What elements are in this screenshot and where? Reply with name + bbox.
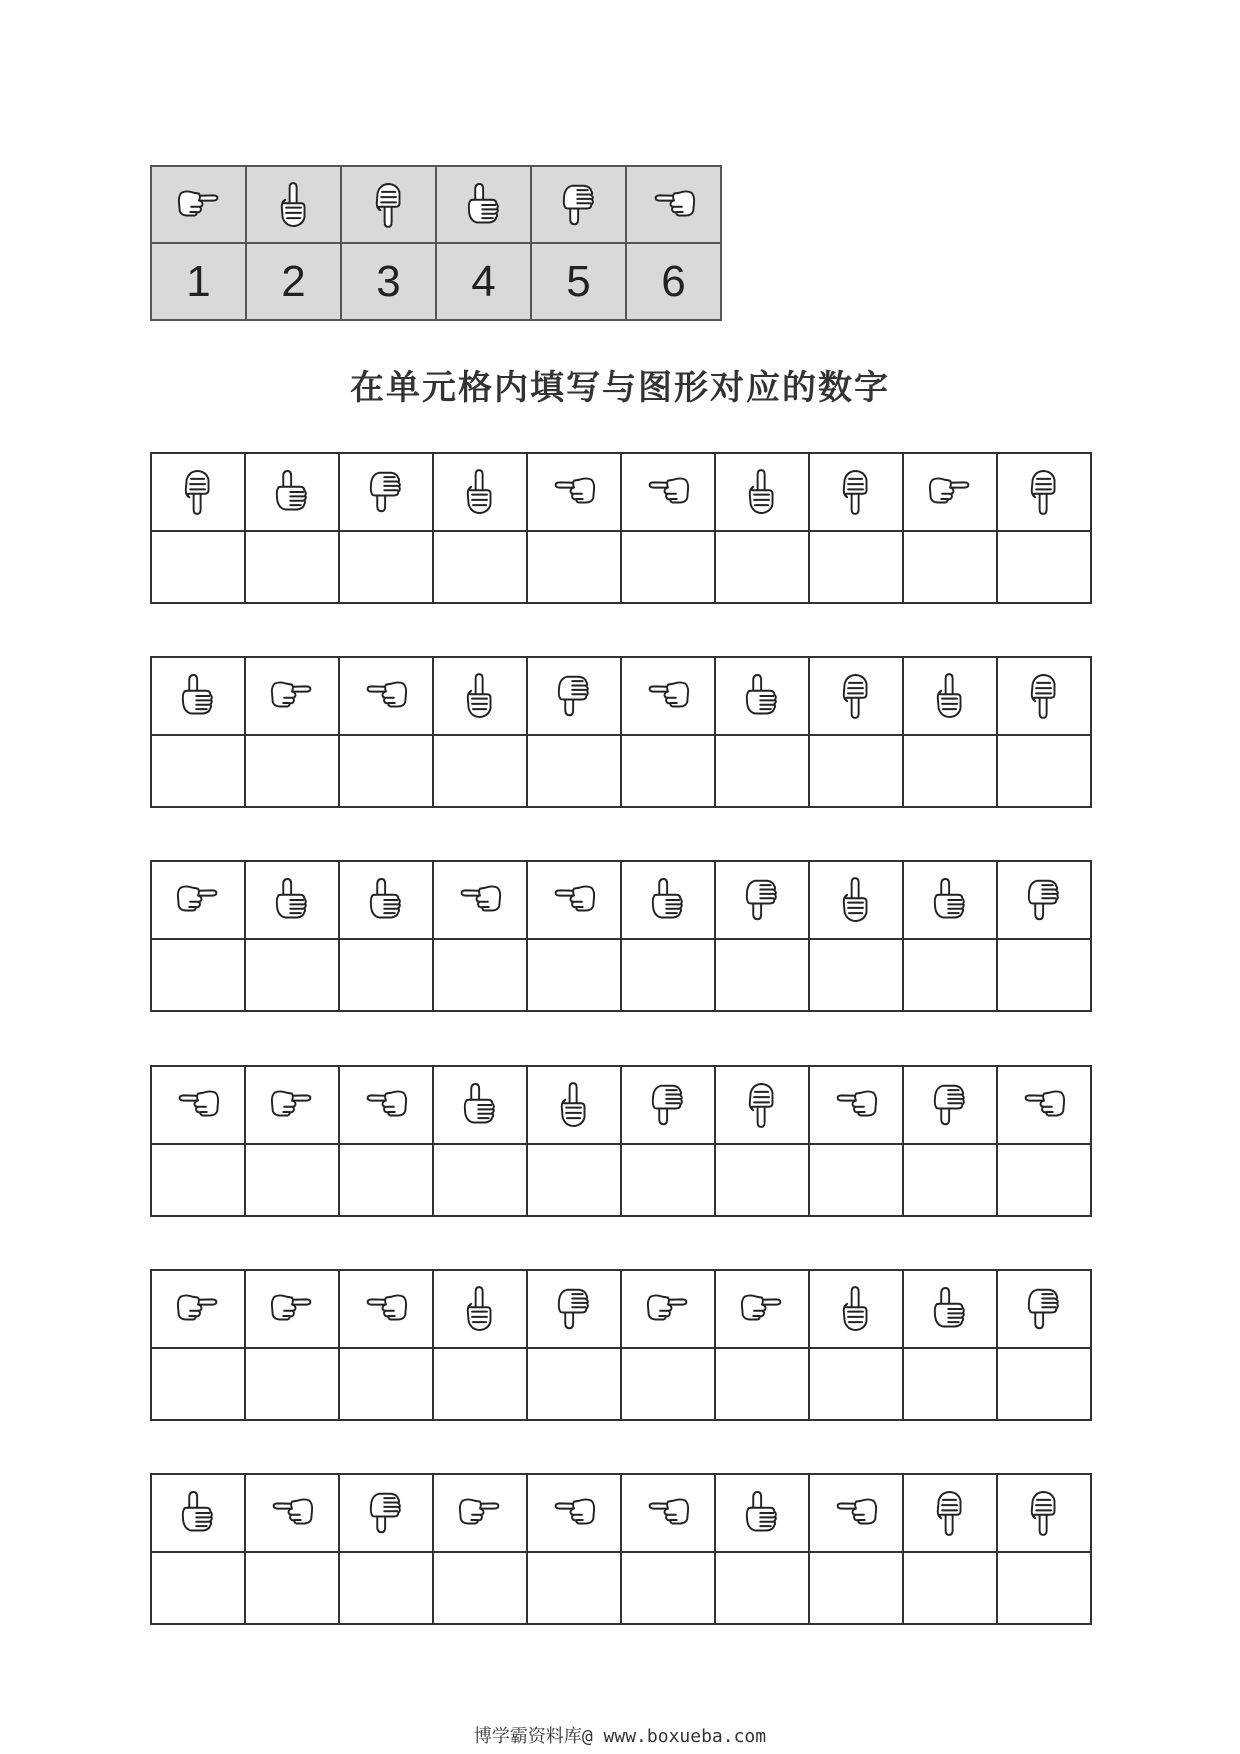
answer-cell[interactable] <box>621 735 715 807</box>
point-down-hand-icon <box>922 1485 978 1541</box>
symbol-cell <box>997 1066 1091 1144</box>
answer-cell[interactable] <box>903 1348 997 1420</box>
symbol-cell <box>527 1270 621 1348</box>
key-number: 4 <box>436 243 531 320</box>
point-left-hand-icon <box>546 872 602 928</box>
thumbs-down-hand-icon <box>1016 872 1072 928</box>
point-right-hand-icon <box>170 1281 226 1337</box>
point-down-hand-icon <box>734 1077 790 1133</box>
point-up-hand-icon <box>828 872 884 928</box>
point-down-hand-icon <box>1016 668 1072 724</box>
answer-cell[interactable] <box>809 531 903 603</box>
answer-cell[interactable] <box>339 531 433 603</box>
symbol-cell <box>339 1270 433 1348</box>
symbol-cell <box>339 453 433 531</box>
answer-cell[interactable] <box>433 939 527 1011</box>
thumbs-down-hand-icon <box>551 177 607 233</box>
symbol-cell <box>527 1066 621 1144</box>
symbol-cell <box>715 1474 809 1552</box>
key-symbol-cell <box>626 166 721 243</box>
point-down-hand-icon <box>1016 464 1072 520</box>
symbol-cell <box>527 1474 621 1552</box>
point-down-hand-icon <box>361 177 417 233</box>
point-right-hand-icon <box>640 1281 696 1337</box>
answer-cell[interactable] <box>809 735 903 807</box>
answer-cell[interactable] <box>997 939 1091 1011</box>
answer-cell[interactable] <box>339 735 433 807</box>
answer-row <box>151 1552 1091 1624</box>
point-up-hand-icon <box>452 668 508 724</box>
symbol-cell <box>245 657 339 735</box>
symbol-cell <box>621 657 715 735</box>
answer-cell[interactable] <box>809 1552 903 1624</box>
thumbs-up-hand-icon <box>456 177 512 233</box>
point-right-hand-icon <box>264 1077 320 1133</box>
symbol-cell <box>245 1474 339 1552</box>
point-up-hand-icon <box>734 464 790 520</box>
answer-cell[interactable] <box>151 531 245 603</box>
point-left-hand-icon <box>358 668 414 724</box>
answer-cell[interactable] <box>433 735 527 807</box>
answer-row <box>151 735 1091 807</box>
exercise-table <box>150 1065 1092 1217</box>
point-left-hand-icon <box>358 1077 414 1133</box>
symbol-cell <box>339 861 433 939</box>
point-left-hand-icon <box>546 464 602 520</box>
answer-cell[interactable] <box>151 1144 245 1216</box>
answer-cell[interactable] <box>903 735 997 807</box>
symbol-cell <box>997 453 1091 531</box>
answer-cell[interactable] <box>245 1348 339 1420</box>
point-down-hand-icon <box>1016 1485 1072 1541</box>
answer-cell[interactable] <box>621 1348 715 1420</box>
answer-cell[interactable] <box>903 939 997 1011</box>
symbol-cell <box>903 1474 997 1552</box>
point-up-hand-icon <box>828 1281 884 1337</box>
exercise-table <box>150 860 1092 1012</box>
thumbs-down-hand-icon <box>640 1077 696 1133</box>
answer-cell[interactable] <box>903 531 997 603</box>
answer-cell[interactable] <box>621 1144 715 1216</box>
point-up-hand-icon <box>922 668 978 724</box>
symbol-cell <box>433 1270 527 1348</box>
thumbs-up-hand-icon <box>264 464 320 520</box>
symbol-cell <box>903 861 997 939</box>
point-down-hand-icon <box>828 464 884 520</box>
key-symbol-cell <box>246 166 341 243</box>
key-number: 6 <box>626 243 721 320</box>
symbol-cell <box>809 453 903 531</box>
answer-cell[interactable] <box>715 1552 809 1624</box>
symbol-cell <box>903 657 997 735</box>
answer-cell[interactable] <box>245 1144 339 1216</box>
answer-cell[interactable] <box>997 1144 1091 1216</box>
answer-cell[interactable] <box>621 531 715 603</box>
key-symbol-cell <box>151 166 246 243</box>
exercise-table <box>150 1269 1092 1421</box>
answer-cell[interactable] <box>809 1144 903 1216</box>
symbol-cell <box>151 453 245 531</box>
symbol-cell <box>809 1474 903 1552</box>
answer-cell[interactable] <box>151 1552 245 1624</box>
point-right-hand-icon <box>264 668 320 724</box>
footer-watermark: 博学霸资料库@ www.boxueba.com <box>473 1726 767 1747</box>
answer-cell[interactable] <box>809 939 903 1011</box>
key-symbol-cell <box>436 166 531 243</box>
symbol-cell <box>621 1270 715 1348</box>
thumbs-up-hand-icon <box>170 1485 226 1541</box>
point-up-hand-icon <box>546 1077 602 1133</box>
answer-key-table <box>150 165 722 321</box>
symbol-row <box>151 1474 1091 1552</box>
symbol-cell <box>339 1474 433 1552</box>
thumbs-down-hand-icon <box>734 872 790 928</box>
answer-cell[interactable] <box>245 735 339 807</box>
answer-cell[interactable] <box>433 531 527 603</box>
point-left-hand-icon <box>264 1485 320 1541</box>
answer-cell[interactable] <box>997 735 1091 807</box>
symbol-cell <box>527 861 621 939</box>
symbol-cell <box>621 453 715 531</box>
symbol-cell <box>809 861 903 939</box>
exercise-table <box>150 1473 1092 1625</box>
symbol-cell <box>151 1474 245 1552</box>
symbol-cell <box>151 1066 245 1144</box>
thumbs-down-hand-icon <box>358 1485 414 1541</box>
thumbs-up-hand-icon <box>264 872 320 928</box>
symbol-row <box>151 1270 1091 1348</box>
point-up-hand-icon <box>452 464 508 520</box>
symbol-cell <box>997 1270 1091 1348</box>
answer-cell[interactable] <box>151 735 245 807</box>
point-down-hand-icon <box>170 464 226 520</box>
point-left-hand-icon <box>170 1077 226 1133</box>
answer-cell[interactable] <box>527 531 621 603</box>
answer-cell[interactable] <box>527 1348 621 1420</box>
thumbs-up-hand-icon <box>640 872 696 928</box>
thumbs-up-hand-icon <box>358 872 414 928</box>
answer-cell[interactable] <box>809 1348 903 1420</box>
key-number: 2 <box>246 243 341 320</box>
symbol-cell <box>997 861 1091 939</box>
answer-cell[interactable] <box>245 939 339 1011</box>
answer-cell[interactable] <box>527 1552 621 1624</box>
thumbs-up-hand-icon <box>734 1485 790 1541</box>
answer-cell[interactable] <box>715 1144 809 1216</box>
symbol-cell <box>715 1270 809 1348</box>
thumbs-up-hand-icon <box>922 1281 978 1337</box>
point-left-hand-icon <box>640 464 696 520</box>
symbol-cell <box>151 1270 245 1348</box>
answer-cell[interactable] <box>433 1144 527 1216</box>
point-right-hand-icon <box>734 1281 790 1337</box>
point-left-hand-icon <box>358 1281 414 1337</box>
symbol-cell <box>715 861 809 939</box>
symbol-cell <box>433 1474 527 1552</box>
thumbs-up-hand-icon <box>734 668 790 724</box>
answer-cell[interactable] <box>433 1552 527 1624</box>
answer-cell[interactable] <box>997 1348 1091 1420</box>
symbol-cell <box>527 657 621 735</box>
answer-cell[interactable] <box>621 939 715 1011</box>
key-number-row <box>151 243 721 320</box>
answer-cell[interactable] <box>715 531 809 603</box>
symbol-cell <box>245 861 339 939</box>
thumbs-down-hand-icon <box>1016 1281 1072 1337</box>
symbol-cell <box>245 1066 339 1144</box>
point-left-hand-icon <box>640 668 696 724</box>
symbol-cell <box>621 861 715 939</box>
answer-cell[interactable] <box>527 939 621 1011</box>
key-number: 1 <box>151 243 246 320</box>
symbol-row <box>151 657 1091 735</box>
point-up-hand-icon <box>266 177 322 233</box>
point-left-hand-icon <box>828 1485 884 1541</box>
point-right-hand-icon <box>264 1281 320 1337</box>
answer-cell[interactable] <box>339 939 433 1011</box>
thumbs-down-hand-icon <box>358 464 414 520</box>
symbol-cell <box>245 453 339 531</box>
symbol-cell <box>997 1474 1091 1552</box>
answer-cell[interactable] <box>527 1144 621 1216</box>
symbol-cell <box>903 1270 997 1348</box>
point-right-hand-icon <box>170 872 226 928</box>
answer-cell[interactable] <box>903 1552 997 1624</box>
symbol-cell <box>903 453 997 531</box>
point-left-hand-icon <box>452 872 508 928</box>
symbol-cell <box>151 657 245 735</box>
answer-cell[interactable] <box>715 939 809 1011</box>
symbol-cell <box>527 453 621 531</box>
point-left-hand-icon <box>546 1485 602 1541</box>
point-right-hand-icon <box>922 464 978 520</box>
symbol-cell <box>433 453 527 531</box>
symbol-cell <box>339 657 433 735</box>
answer-cell[interactable] <box>997 531 1091 603</box>
symbol-cell <box>997 657 1091 735</box>
symbol-cell <box>339 1066 433 1144</box>
answer-cell[interactable] <box>339 1552 433 1624</box>
thumbs-down-hand-icon <box>546 1281 602 1337</box>
point-left-hand-icon <box>1016 1077 1072 1133</box>
answer-cell[interactable] <box>903 1144 997 1216</box>
worksheet-title: 在单元格内填写与图形对应的数字 <box>350 368 890 408</box>
key-symbol-cell <box>531 166 626 243</box>
symbol-row <box>151 1066 1091 1144</box>
symbol-row <box>151 453 1091 531</box>
answer-cell[interactable] <box>997 1552 1091 1624</box>
answer-row <box>151 1144 1091 1216</box>
point-left-hand-icon <box>828 1077 884 1133</box>
symbol-cell <box>433 657 527 735</box>
answer-row <box>151 531 1091 603</box>
thumbs-up-hand-icon <box>452 1077 508 1133</box>
answer-cell[interactable] <box>151 939 245 1011</box>
thumbs-down-hand-icon <box>546 668 602 724</box>
answer-cell[interactable] <box>621 1552 715 1624</box>
symbol-cell <box>621 1066 715 1144</box>
exercise-table <box>150 656 1092 808</box>
answer-cell[interactable] <box>245 1552 339 1624</box>
key-number: 5 <box>531 243 626 320</box>
symbol-cell <box>809 1270 903 1348</box>
answer-cell[interactable] <box>245 531 339 603</box>
key-symbol-row <box>151 166 721 243</box>
symbol-cell <box>245 1270 339 1348</box>
symbol-cell <box>903 1066 997 1144</box>
thumbs-up-hand-icon <box>922 872 978 928</box>
point-right-hand-icon <box>452 1485 508 1541</box>
thumbs-up-hand-icon <box>170 668 226 724</box>
answer-cell[interactable] <box>527 735 621 807</box>
symbol-cell <box>151 861 245 939</box>
point-down-hand-icon <box>828 668 884 724</box>
answer-row <box>151 1348 1091 1420</box>
answer-cell[interactable] <box>715 1348 809 1420</box>
point-left-hand-icon <box>646 177 702 233</box>
symbol-cell <box>621 1474 715 1552</box>
symbol-cell <box>715 1066 809 1144</box>
key-number: 3 <box>341 243 436 320</box>
point-left-hand-icon <box>640 1485 696 1541</box>
symbol-row <box>151 861 1091 939</box>
answer-cell[interactable] <box>715 735 809 807</box>
symbol-cell <box>809 1066 903 1144</box>
exercise-table <box>150 452 1092 604</box>
answer-cell[interactable] <box>339 1348 433 1420</box>
answer-cell[interactable] <box>339 1144 433 1216</box>
point-right-hand-icon <box>171 177 227 233</box>
symbol-cell <box>433 861 527 939</box>
symbol-cell <box>715 453 809 531</box>
answer-cell[interactable] <box>151 1348 245 1420</box>
answer-cell[interactable] <box>433 1348 527 1420</box>
symbol-cell <box>809 657 903 735</box>
symbol-cell <box>433 1066 527 1144</box>
answer-row <box>151 939 1091 1011</box>
point-up-hand-icon <box>452 1281 508 1337</box>
key-symbol-cell <box>341 166 436 243</box>
symbol-cell <box>715 657 809 735</box>
thumbs-down-hand-icon <box>922 1077 978 1133</box>
